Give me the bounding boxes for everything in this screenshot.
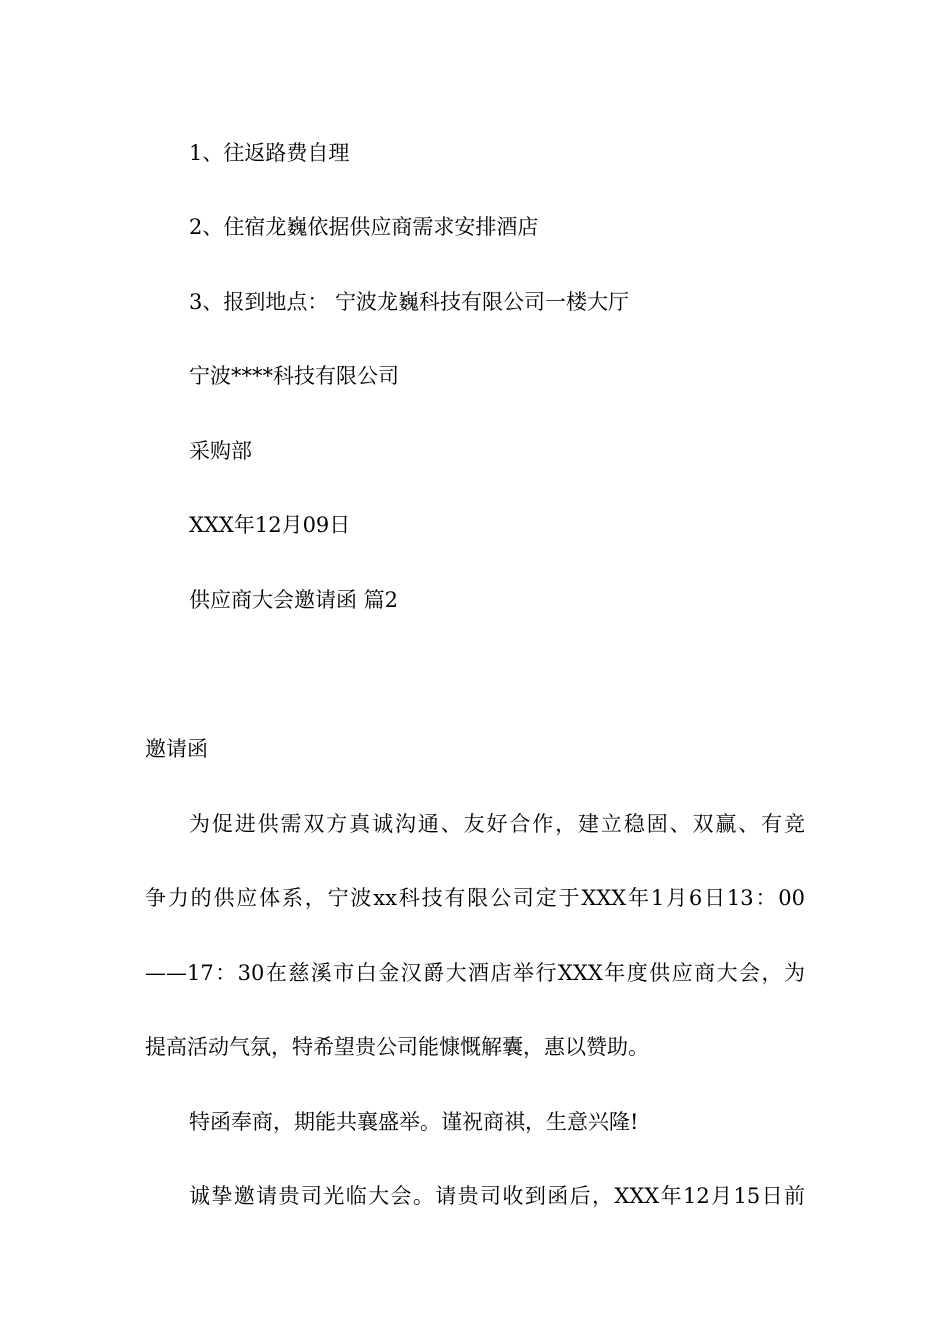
paragraph1-line4: 提高活动气氛，特希望贵公司能慷慨解囊，惠以赞助。 [145, 1035, 649, 1059]
paragraph1-line1: 为促进供需双方真诚沟通、友好合作，建立稳固、双赢、有竞 [189, 812, 805, 836]
signature-department: 采购部 [189, 439, 252, 463]
paragraph2: 特函奉商，期能共襄盛举。谨祝商祺，生意兴隆! [189, 1110, 639, 1134]
paragraph1-line3: ——17：30在慈溪市白金汉爵大酒店举行XXX年度供应商大会，为 [145, 961, 805, 985]
signature-company: 宁波****科技有限公司 [189, 364, 399, 388]
paragraph3-line1: 诚挚邀请贵司光临大会。请贵司收到函后，XXX年12月15日前 [189, 1184, 805, 1208]
note-item-hotel: 2、住宿龙巍依据供应商需求安排酒店 [189, 215, 539, 239]
letter-title: 邀请函 [145, 737, 208, 761]
paragraph1-line2: 争力的供应体系，宁波xx科技有限公司定于XXX年1月6日13：00 [145, 886, 805, 910]
note-item-location: 3、报到地点： 宁波龙巍科技有限公司一楼大厅 [189, 290, 630, 314]
section-title: 供应商大会邀请函 篇2 [189, 588, 399, 612]
signature-date: XXX年12月09日 [189, 513, 351, 537]
note-item-travel: 1、往返路费自理 [189, 141, 350, 165]
